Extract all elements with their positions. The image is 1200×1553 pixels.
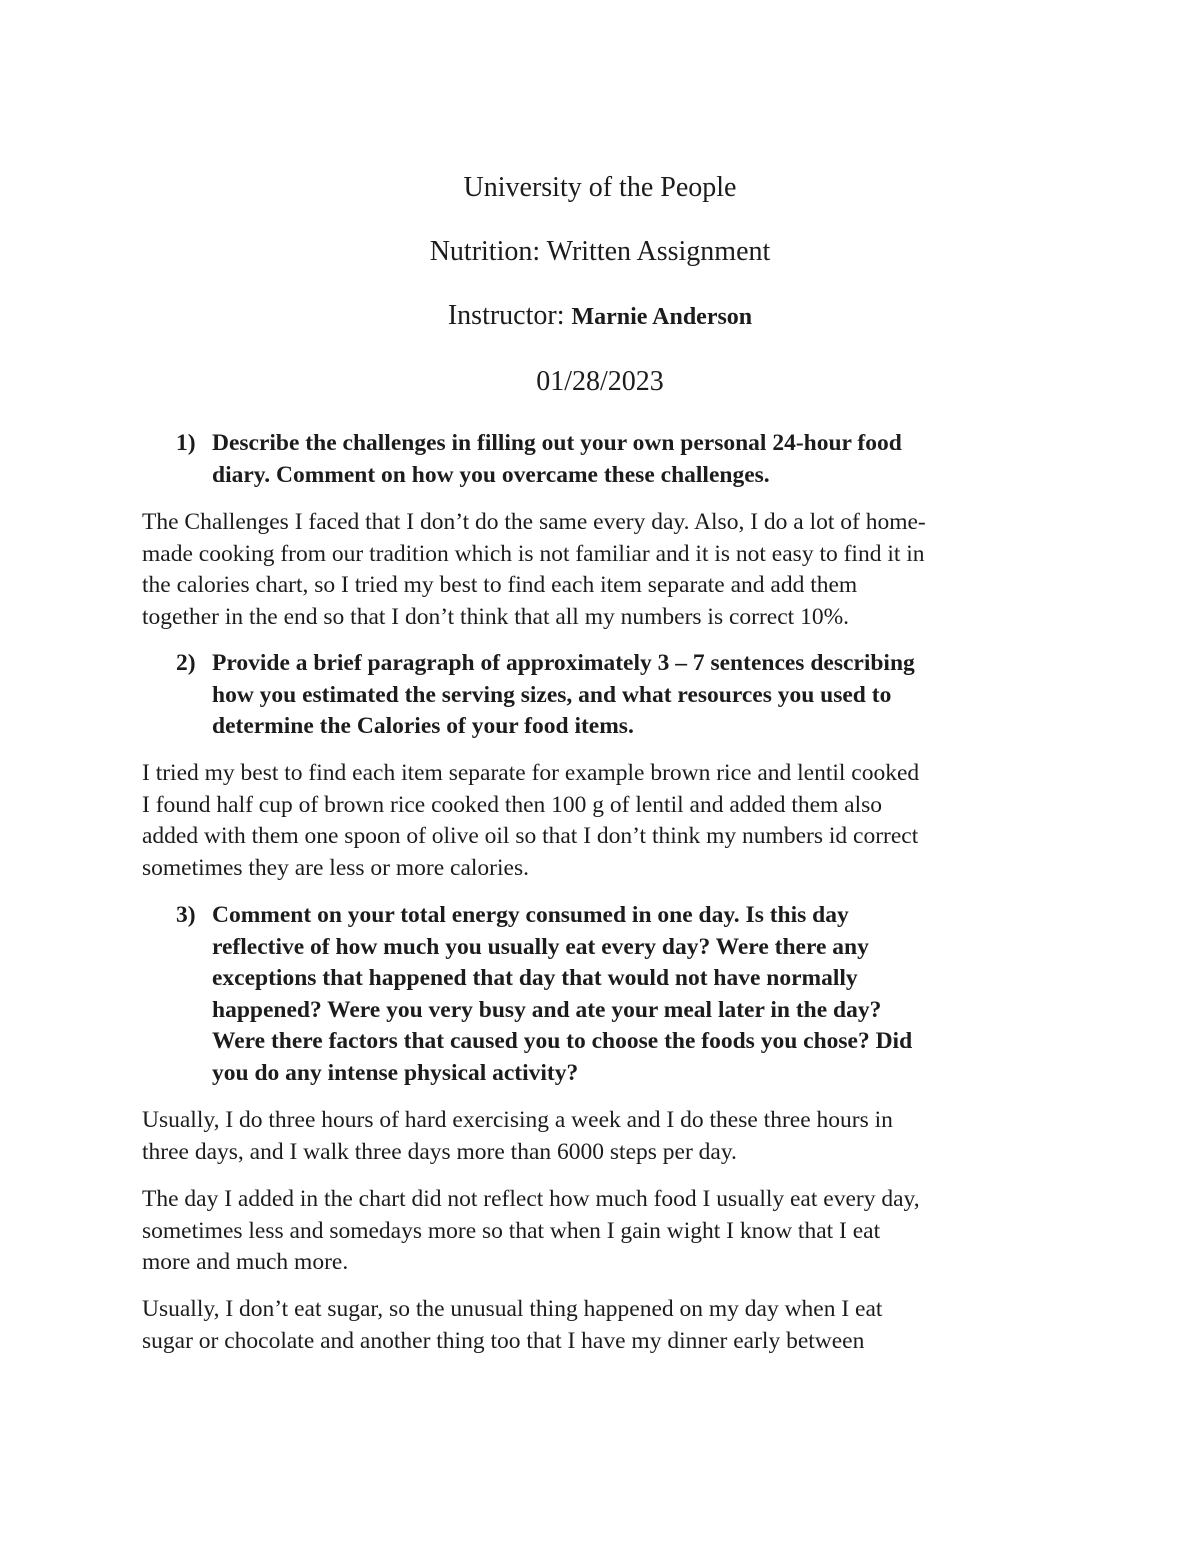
question-number: 1) — [176, 430, 196, 456]
question-1 — [176, 428, 1076, 491]
university-name: University of the People — [463, 172, 737, 203]
answer-paragraph: The Challenges I faced that I don’t do the same every day. Also, I do a lot of home- made cooking from our tradition which is not familiar and it is not easy to find it in the calories chart, so I tried my best to find each item separate and add them together in the end so that I don’t think that all my numbers is correct 10%. — [142, 509, 926, 630]
answer-paragraph: The day I added in the chart did not reflect how much food I usually eat every day, sometimes less and somedays more so that when I gain wight I know that I eat more and much more. — [142, 1186, 920, 1275]
question-3 — [176, 900, 1076, 1089]
instructor-label: Instructor: — [447, 300, 572, 331]
assignment-title: Nutrition: Written Assignment — [429, 236, 771, 267]
question-text: Provide a brief paragraph of approximately 3 – 7 sentences describing how you estimated the serving sizes, and what resources you used to determine the Calories of your food items. — [212, 650, 915, 739]
answer-paragraph: I tried my best to find each item separate for example brown rice and lentil cooked I found half cup of brown rice cooked then 100 g of lentil and added them also added with them one spoon of olive oil so that I don’t think my numbers id correct sometimes they are less or more calories. — [142, 760, 920, 881]
answer-paragraph: Usually, I do three hours of hard exercising a week and I do these three hours in three days, and I walk three days more than 6000 steps per day. — [142, 1107, 893, 1165]
question-number: 3) — [176, 902, 196, 928]
answer-paragraph: Usually, I don’t eat sugar, so the unusual thing happened on my day when I eat sugar or chocolate and another thing too that I have my dinner early between — [142, 1296, 883, 1354]
question-number: 2) — [176, 650, 196, 676]
question-2 — [176, 648, 1076, 743]
instructor-line — [0, 300, 1200, 333]
question-text: Comment on your total energy consumed in one day. Is this day reflective of how much you usually eat every day? Were there any exceptions that happened that day that would not have normally happened? Were you very busy and ate your meal later in the day? Were there factors that caused you to choose the foods you chose? Did you do any intense physical activity? — [212, 902, 913, 1086]
assignment-date: 01/28/2023 — [536, 366, 664, 397]
instructor-name: Marnie Anderson — [571, 304, 753, 330]
question-text: Describe the challenges in filling out your own personal 24-hour food diary. Comment on how you overcame these challenges. — [212, 430, 902, 488]
